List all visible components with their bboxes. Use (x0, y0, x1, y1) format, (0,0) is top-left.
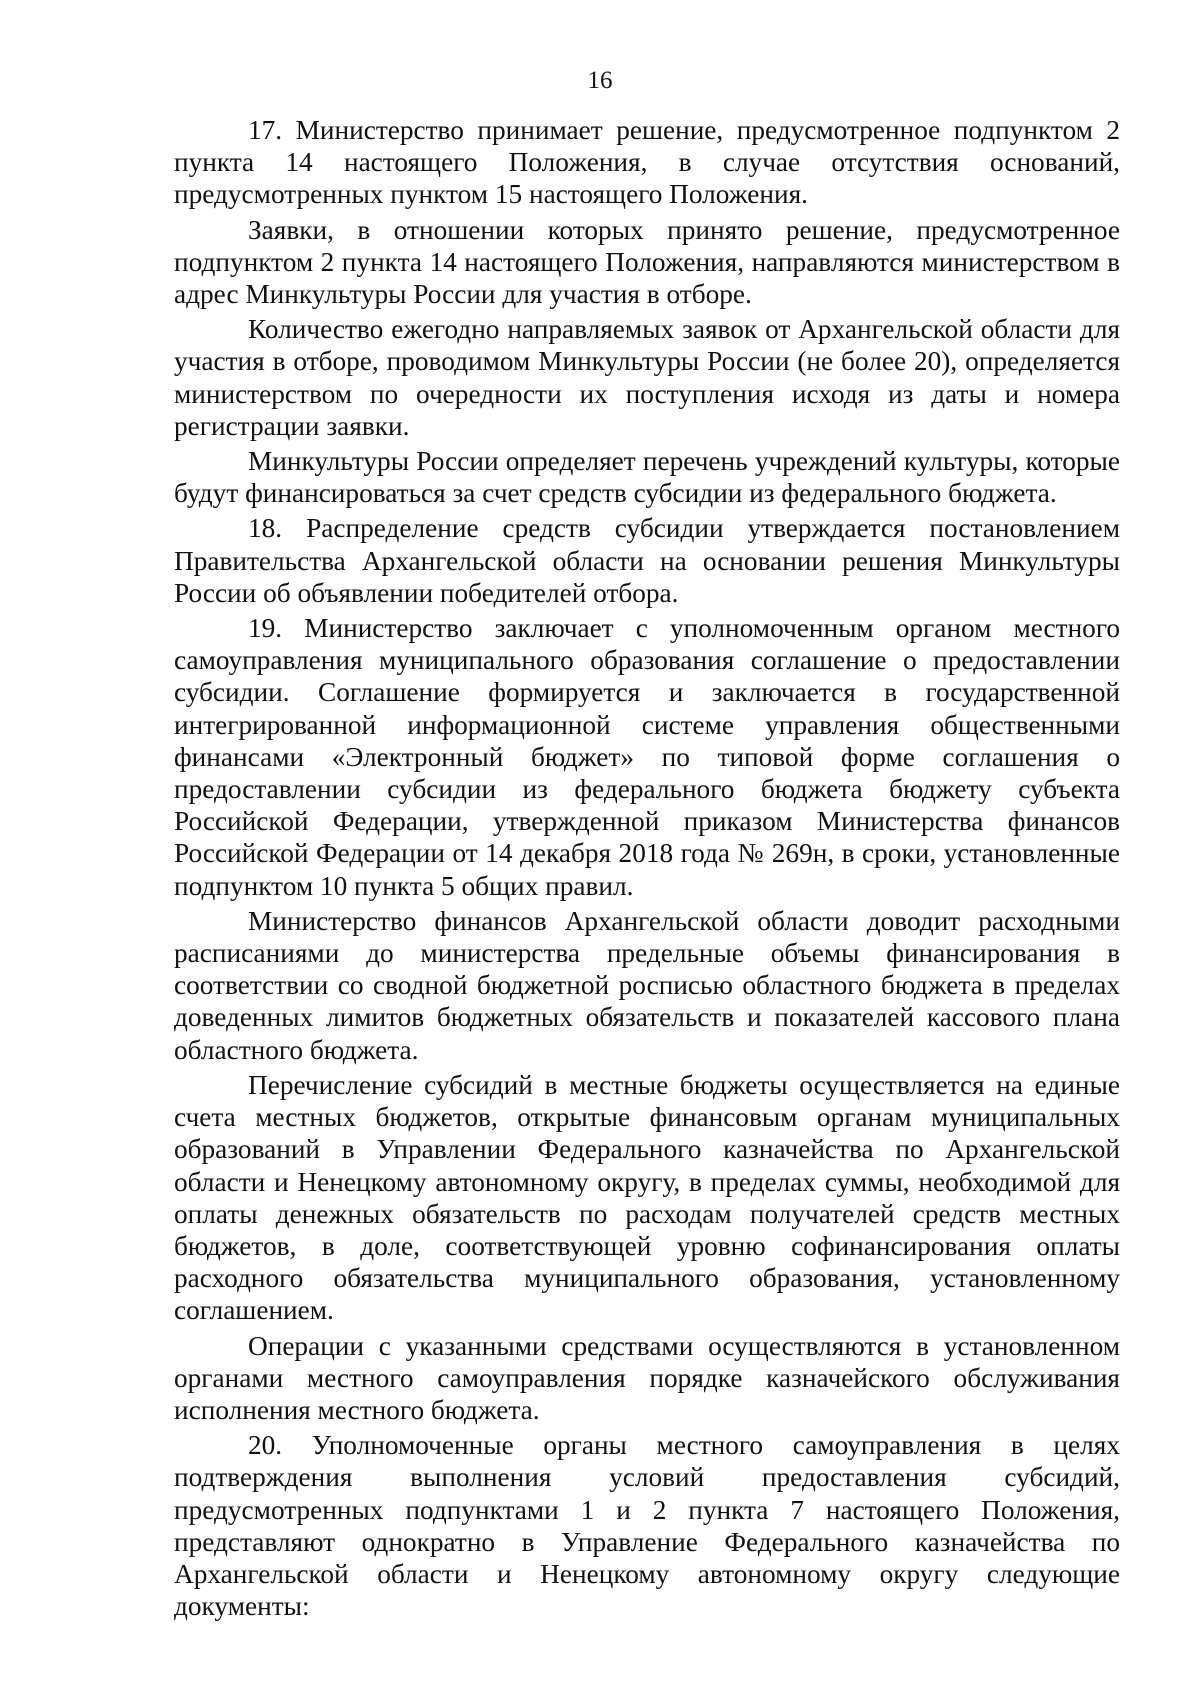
paragraph-institutions-list: Минкультуры России определяет перечень учреждений культуры, которые будут финансироваться за счет средств субсидии из федерального бюджета. (174, 446, 1120, 509)
paragraph-18: 18. Распределение средств субсидии утверждается постановлением Правительства Архангельской области на основании решения Минкультуры России об объявлении победителей отбора. (174, 513, 1120, 608)
paragraph-20: 20. Уполномоченные органы местного самоуправления в целях подтверждения выполнения условий предоставления субсидий, предусмотренных подпунктами 1 и 2 пункта 7 настоящего Положения, представляют однократно в Управление Федерального казначейства по Архангельской области и Ненецкому автономному округу следующие документы: (174, 1430, 1120, 1622)
paragraph-transfer: Перечисление субсидий в местные бюджеты осуществляется на единые счета местных бюджетов, открытые финансовым органам муниципальных образований в Управлении Федерального казначейства по Архангельской области и Ненецкому автономному округу, в пределах суммы, необходимой для оплаты денежных обязательств по расходам получателей средств местных бюджетов, в доле, соответствующей уровню софинансирования оплаты расходного обязательства муниципального образования, установленному соглашением. (174, 1069, 1120, 1326)
page-number: 16 (587, 67, 613, 94)
paragraph-19: 19. Министерство заключает с уполномоченным органом местного самоуправления муниципального образования соглашение о предоставлении субсидии. Соглашение формируется и заключается в государственной интегрированной информационной системе управления общественными финансами «Электронный бюджет» по типовой форме соглашения о предоставлении субсидии из федерального бюджета бюджету субъекта Российской Федерации, утвержденной приказом Министерства финансов Российской Федерации от 14 декабря 2018 года № 269н, в сроки, установленные подпунктом 10 пункта 5 общих правил. (174, 613, 1120, 901)
paragraph-17: 17. Министерство принимает решение, предусмотренное подпунктом 2 пункта 14 настоящего Положения, в случае отсутствия оснований, предусмотренных пунктом 15 настоящего Положения. (174, 115, 1120, 210)
paragraph-finance-ministry: Министерство финансов Архангельской области доводит расходными расписаниями до министерства предельные объемы финансирования в соответствии со сводной бюджетной росписью областного бюджета в пределах доведенных лимитов бюджетных обязательств и показателей кассового плана областного бюджета. (174, 905, 1120, 1065)
paragraph-operations: Операции с указанными средствами осуществляются в установленном органами местного самоуправления порядке казначейского обслуживания исполнения местного бюджета. (174, 1330, 1120, 1425)
document-body (174, 114, 1120, 1625)
paragraph-applications-sent: Заявки, в отношении которых принято решение, предусмотренное подпунктом 2 пункта 14 настоящего Положения, направляются министерством в адрес Минкультуры России для участия в отборе. (174, 214, 1120, 310)
paragraph-applications-count: Количество ежегодно направляемых заявок от Архангельской области для участия в отборе, проводимом Минкультуры России (не более 20), определяется министерством по очередности их поступления исходя из даты и номера регистрации заявки. (174, 314, 1120, 441)
